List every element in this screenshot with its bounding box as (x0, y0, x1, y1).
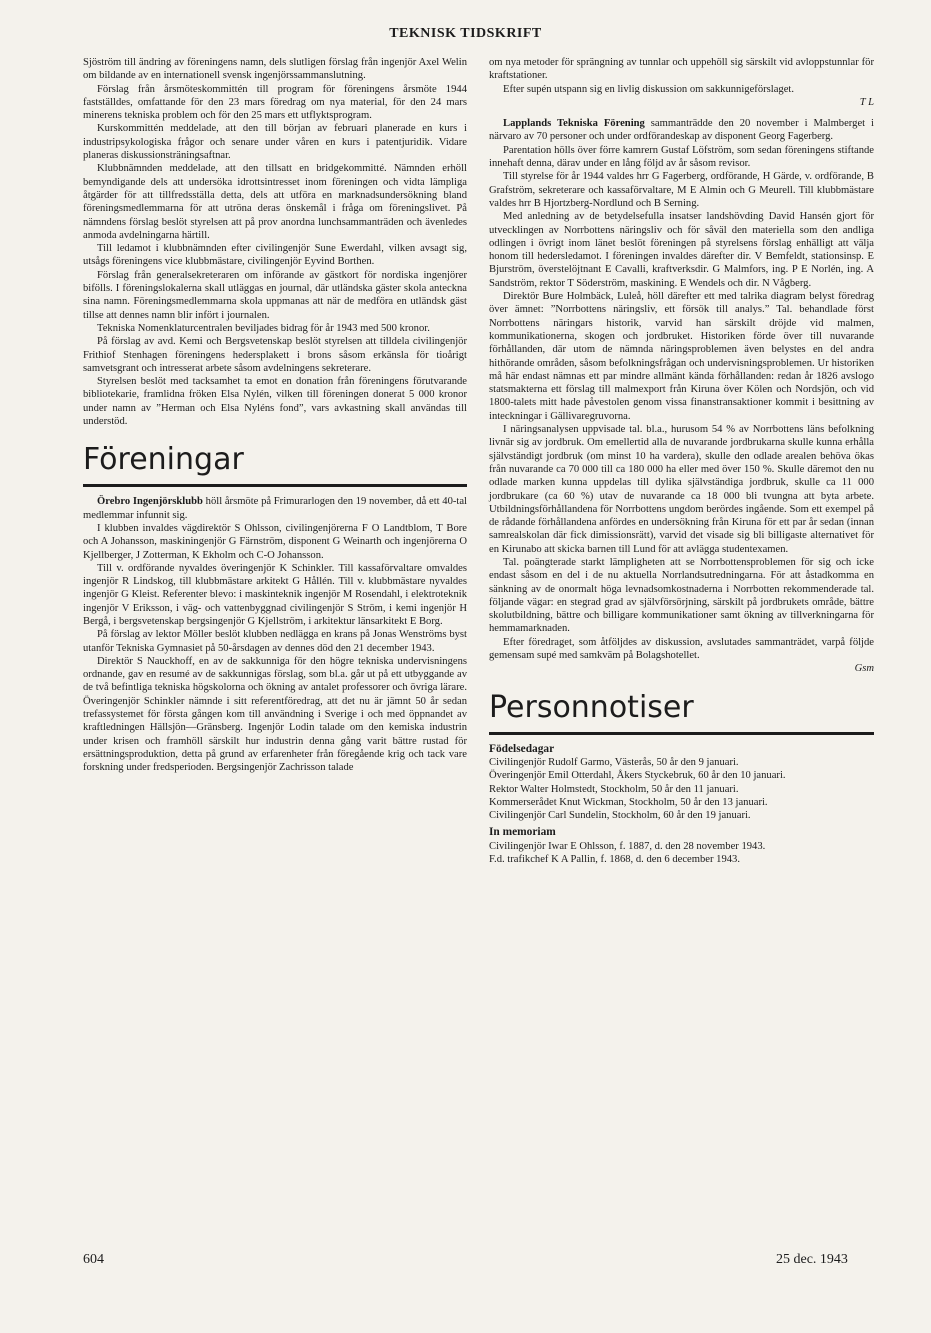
issue-date: 25 dec. 1943 (776, 1252, 848, 1267)
notice-item: Överingenjör Emil Otterdahl, Åkers Styckebruk, 60 år den 10 januari. (489, 770, 786, 782)
orebro-lead: Örebro Ingenjörsklubb (97, 496, 203, 508)
paragraph: Tal. poängterade starkt lämpligheten att se Norrbottensproblemen för sig och icke endast såsom en del i de nu aktuella Norrlandsutredningarna. För att åstadkomma en sänkning av de onormalt höga levnadsomkostnaderna i Norrbotten rekommenderade tal. följande vägar: en stegrad grad av självförsörjning, särskilt på jordbrukets område, bättre skolutbildning, bättre och billigare kommunikationer samt ökning av tillverkningarna för hemmamarknaden. (489, 556, 874, 635)
notice-item: Kommerserådet Knut Wickman, Stockholm, 50 år den 13 januari. (489, 796, 768, 808)
section-title-personnotiser: Personnotiser (489, 689, 694, 725)
left-column (83, 56, 467, 775)
notice-item: Civilingenjör Rudolf Garmo, Västerås, 50 år den 9 januari. (489, 756, 739, 768)
signature: T L (859, 96, 874, 108)
section-title-foreningar: Föreningar (83, 442, 244, 478)
paragraph: Tekniska Nomenklaturcentralen beviljades bidrag för år 1943 med 500 kronor. (97, 322, 430, 334)
notice-item: F.d. trafikchef K A Pallin, f. 1868, d. den 6 december 1943. (489, 854, 740, 866)
paragraph (83, 495, 467, 522)
paragraph: Direktör S Nauckhoff, en av de sakkunniga för den högre tekniska undervisningens ordnande, gav en resumé av de sakkunnigas förslag, som bl.a. går ut på ett utbyggande av de två befintliga tekniska högskolorna och ökning av antalet professorer och övriga lärare. Överingenjör Schinkler nämnde i sitt referentföredrag, att det nu är jämnt 50 år sedan trefassystemet för första gången kom till användning i Sverige i och med öppnandet av kraftledningen Hällsjön—Gränsberg. Ingenjör Lodin talade om den kemiska industrin under krisen och framhöll särskilt hur industrin denna gång varit bättre rustad för ersättningsproduktion, detta på grund av erfarenheter från föregående krig och tack vare forskning under fredsperioden. Bergsingenjör Zachrisson talade (83, 655, 467, 774)
paragraph: Till styrelse för år 1944 valdes hrr G Fagerberg, ordförande, H Gärde, v. ordförande, B Grafström, sekreterare och kassaförvaltare, M E Almin och G Meurell. Till klubbmästare valdes hrr B Hjortzberg-Nordlund och B Serning. (489, 171, 874, 209)
paragraph: Till ledamot i klubbnämnden efter civilingenjör Sune Ewerdahl, vilken avsagt sig, utsågs föreningens vice klubbmästare, civilingenjör Eyvind Borthen. (83, 243, 467, 268)
right-column (489, 56, 874, 866)
notice-item: Civilingenjör Iwar E Ohlsson, f. 1887, d. den 28 november 1943. (489, 840, 766, 852)
paragraph: Förslag från årsmöteskommittén till program för föreningens årsmöte 1944 fastställdes, omfattande för den 23 mars föredrag om nya material, för den 24 mars minerens tekniska problem och för den 25 mars ett utflyktsprogram. (83, 83, 467, 122)
paragraph: Sjöström till ändring av föreningens namn, dels slutligen förslag från ingenjör Axel Welin om bildande av en internationell svensk ingenjörssammanslutning. (83, 57, 467, 82)
section-rule (83, 484, 467, 487)
paragraph: Efter supén utspann sig en livlig diskussion om sakkunnigeförslaget. (503, 83, 794, 95)
orebro-text: höll årsmöte på Frimurarlogen den 19 november, då ett 40-tal medlemmar infunnit sig. (83, 496, 467, 521)
paragraph (489, 117, 874, 144)
paragraph: På förslag av avd. Kemi och Bergsvetenskap beslöt styrelsen att tilldela civilingenjör Frithiof Stenhagen föreningens hedersplakett i brons såsom erkänsla för tioårigt samvetsgrant och intresserat arbete såsom avdelningens sekreterare. (83, 336, 467, 374)
notice-item: Rektor Walter Holmstedt, Stockholm, 50 år den 11 januari. (489, 783, 739, 795)
lappland-text: sammanträdde den 20 november i Malmberget i närvaro av 70 personer och under ordförandeskap av disponent Georg Fagerberg. (489, 118, 874, 143)
section-rule (489, 732, 874, 735)
masthead: TEKNISK TIDSKRIFT (389, 26, 542, 41)
signature: Gsm (854, 663, 874, 675)
paragraph: Direktör Bure Holmbäck, Luleå, höll därefter ett med talrika diagram belyst föredrag över ämnet: ”Norrbottens näringsliv, ett försök till analys.” Tal. behandlade först Norrbottens näringars historik, varvid han särskilt dröjde vid malmen, kommunikationerna, skogen och jordbruket. Historiken förde över till nuvarande förhållanden, där utom de nämnda näringsproblemen även belystes en del andra hithörande områden, såsom befolkningsfrågan och undervisningsproblemen. Ur historiken må här endast nämnas ett par mindre allmänt kända förhållanden: redan år 1826 avslogo statsmakterna ett förslag till malmexport från Kiruna över Kölen och Nordsjön, och vid 1800-talets mitt hade påvestolen genom vissa finanstransaktioner kommit i besittning av inteckningar i Gällivaregruvorna. (489, 291, 874, 422)
paragraph: Kurskommittén meddelade, att den till början av februari planerade en kurs i industripsykologiska frågor och senare under våren en kurs i patentjuridik. Vidare planeras diskussionsträningsaftnar. (83, 123, 467, 162)
paragraph: Styrelsen beslöt med tacksamhet ta emot en donation från föreningens förutvarande bibliotekarie, framlidna fröken Elsa Nylén, vilken till föreningen donerat 5 000 kronor under namn av ”Herman och Elsa Nyléns fond”, vars avkastning skall användas till understöd. (83, 376, 467, 428)
paragraph: På förslag av lektor Möller beslöt klubben nedlägga en krans på Jonas Wenströms byst utanför Tekniska Gymnasiet på 50-årsdagen av dennes död den 21 december 1943. (83, 629, 467, 654)
paragraph: Efter föredraget, som åtföljdes av diskussion, avslutades sammanträdet, varpå följde gemensam supé med samkväm på Bolagshotellet. (489, 636, 874, 662)
lappland-lead: Lapplands Tekniska Förening (503, 118, 645, 130)
paragraph: Till v. ordförande nyvaldes överingenjör K Schinkler. Till kassaförvaltare omvaldes ingenjör R Lindskog, till klubbmästare arkitekt G Hållén. Till v. klubbmästare nyvaldes ingenjör G Kleist. Referenter blevo: i maskinteknik ingenjör M Rosendahl, i elektroteknik ingenjör V Eriksson, i väg- och vattenbyggnad civilingenjör S Ström, i kemi ingenjör H Bergå, i bergsvetenskap bergsingenjör G Kjellström, i arkitektur länsarkitekt E Borg. (83, 562, 467, 627)
paragraph: Förslag från generalsekreteraren om införande av gästkort för nordiska ingenjörer bifölls. I föreningslokalerna skall utläggas en journal, där utländska gäster skola anteckna sina namn. Föreningsmedlemmarna skola uppmanas att när de medföra en utländsk gäst tillse att dennes namn blir infört i journalen. (83, 269, 467, 321)
notice-item: Civilingenjör Carl Sundelin, Stockholm, 60 år den 19 januari. (489, 810, 751, 822)
memoriam-heading: In memoriam (489, 826, 556, 839)
paragraph: om nya metoder för sprängning av tunnlar och uppehöll sig särskilt vid avloppstunnlar för kraftstationer. (489, 57, 874, 82)
birthdays-heading: Födelsedagar (489, 742, 555, 755)
paragraph: Parentation hölls över förre kamrern Gustaf Löfström, som sedan föreningens stiftande innehaft denna, därav under en lång följd av år såsom revisor. (489, 144, 874, 170)
paragraph: Klubbnämnden meddelade, att den tillsatt en bridgekommitté. Nämnden erhöll bemyndigande dels att undersöka idrottsintresset inom föreningen och vidta lämpliga åtgärder för att tillfredsställa detta, dels att utföra en marknadsundersökning bland föreningsmedlemmarna för att utröna deras önskemål i fråga om föreningslivet. På nämndens förslag beslöt styrelsen att på prov anordna lunchsammanträden och ävenledes anmoda avdelningarna härtill. (83, 163, 467, 241)
paragraph: I näringsanalysen uppvisade tal. bl.a., hurusom 54 % av Norrbottens läns befolkning livnär sig av jordbruk. Om emellertid alla de nuvarande jordbrukarna skulle kunna erhålla självständigt jordbruk (om minst 10 ha vardera), skulle den odlade arealen behöva ökas från nuvarande ca 70 000 till ca 180 000 ha eller med över 150 %. Skulle däremot den nu odlade marken kunna uppdelas till dylika självständiga jordbruk, skulle ca 11 000 jordbrukare (ca 60 %) utav de nuvarande ca 18 000 bli tvungna att byta arbete. Utbildningsförhållandena för Norrbottens ungdom berördes ingående. Som ett exempel på de rådande förhållandena anfördes en undersökning från Kiruna för ett par år sedan (innan samrealskolan där fick dimissionsrätt), varvid det visade sig bli billigaste alternativet för en Kirunabo att skicka barnen till Lund för att avlägga studentexamen. (489, 424, 874, 555)
paragraph: I klubben invaldes vägdirektör S Ohlsson, civilingenjörerna F O Landtblom, T Bore och A Johansson, maskiningenjör G Färnström, disponent G Weinarth och ingenjörerna O Kjellberger, J Zotterman, K Ekholm och C-O Johansson. (83, 522, 467, 561)
page-number: 604 (83, 1252, 104, 1267)
paragraph: Med anledning av de betydelsefulla insatser landshövding David Hansén gjort för utvecklingen av Norrbottens näringsliv och för såväl den materiella som den andliga odlingen i övrigt inom länet beslöt föreningen på styrelsens förslag enhälligt att välja honom till hedersledamot. I föreningen invaldes därefter dir. V Bemfeldt, stationsinsp. E Bjurström, överstelöjtnant E Cavalli, kraftverksdir. G Malmfors, ing. P E Norlén, ing. A Sandström, rektor T Söderström, maskining. E Wendels och dir. N Vågberg. (489, 211, 874, 289)
